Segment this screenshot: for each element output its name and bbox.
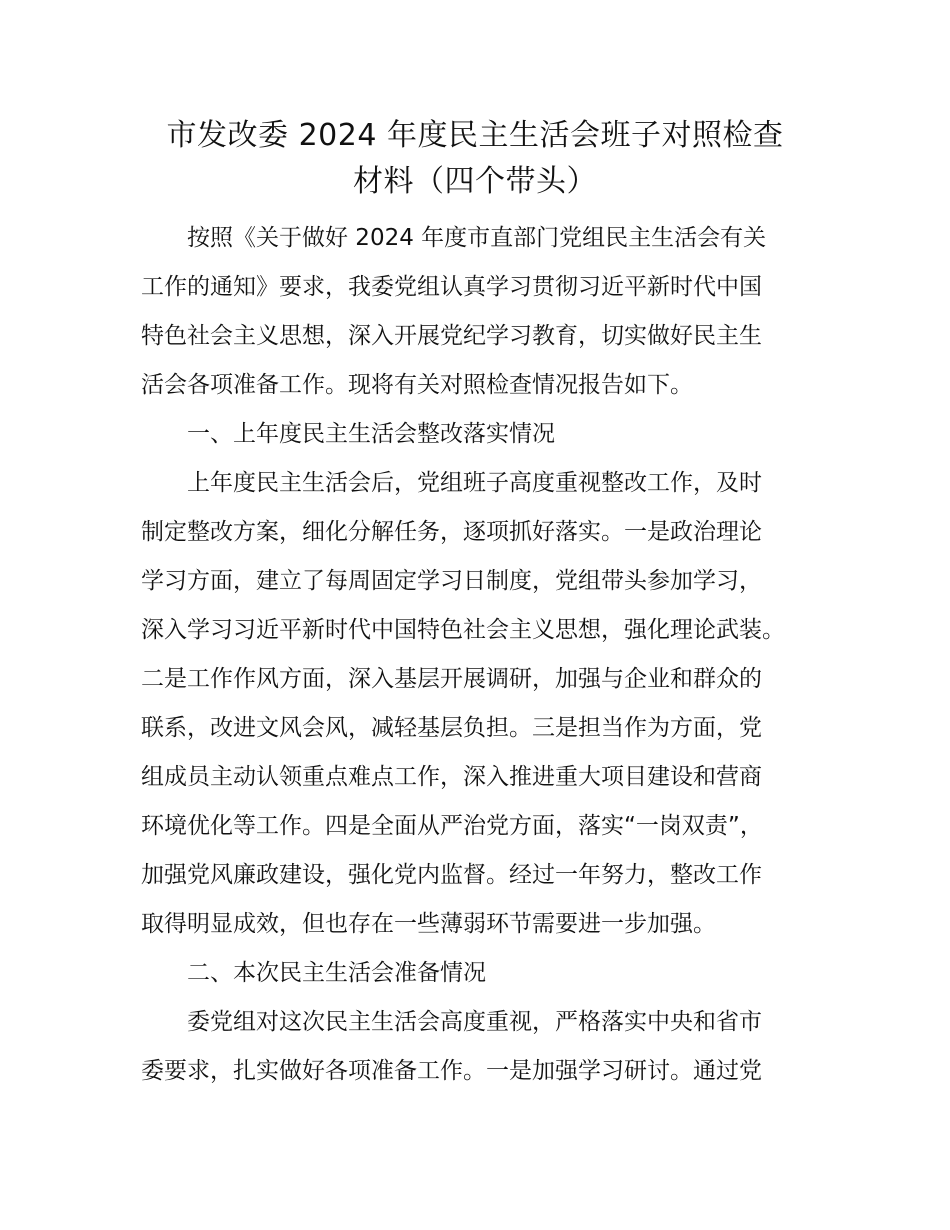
paragraph-line: 活会各项准备工作。现将有关对照检查情况报告如下。 xyxy=(141,372,693,398)
paragraph-intro xyxy=(141,214,831,410)
section-heading-text: 一、上年度民主生活会整改落实情况 xyxy=(187,421,555,447)
paragraph-line: 制定整改方案，细化分解任务，逐项抓好落实。一是政治理论 xyxy=(141,519,762,545)
paragraph-line: 环境优化等工作。四是全面从严治党方面，落实“一岗双责”， xyxy=(141,813,763,839)
paragraph-preparation xyxy=(141,998,831,1096)
paragraph-line: 上年度民主生活会后，党组班子高度重视整改工作，及时 xyxy=(187,470,762,496)
paragraph-line: 深入学习习近平新时代中国特色社会主义思想，强化理论武装。 xyxy=(141,617,785,643)
section-heading-2 xyxy=(141,949,831,998)
paragraph-line: 联系，改进文风会风，减轻基层负担。三是担当作为方面，党 xyxy=(141,715,762,741)
paragraph-line: 委要求，扎实做好各项准备工作。一是加强学习研讨。通过党 xyxy=(141,1058,762,1084)
paragraph-rectification xyxy=(141,459,831,949)
paragraph-line: 二是工作作风方面，深入基层开展调研，加强与企业和群众的 xyxy=(141,666,762,692)
document-title xyxy=(140,113,810,205)
paragraph-line: 特色社会主义思想，深入开展党纪学习教育，切实做好民主生 xyxy=(141,323,762,349)
section-heading-text: 二、本次民主生活会准备情况 xyxy=(187,960,486,986)
document-body xyxy=(141,214,831,1096)
paragraph-line: 取得明显成效，但也存在一些薄弱环节需要进一步加强。 xyxy=(141,911,716,937)
section-heading-1 xyxy=(141,410,831,459)
paragraph-line: 按照《关于做好 2024 年度市直部门党组民主生活会有关 xyxy=(187,225,767,251)
paragraph-line: 委党组对这次民主生活会高度重视，严格落实中央和省市 xyxy=(187,1009,762,1035)
paragraph-line: 加强党风廉政建设，强化党内监督。经过一年努力，整改工作 xyxy=(141,862,762,888)
title-line: 市发改委 2024 年度民主生活会班子对照检查 xyxy=(166,118,784,153)
paragraph-line: 学习方面，建立了每周固定学习日制度，党组带头参加学习， xyxy=(141,568,762,594)
paragraph-line: 组成员主动认领重点难点工作，深入推进重大项目建设和营商 xyxy=(141,764,762,790)
title-line: 材料（四个带头） xyxy=(353,164,597,199)
paragraph-line: 工作的通知》要求，我委党组认真学习贯彻习近平新时代中国 xyxy=(141,274,762,300)
